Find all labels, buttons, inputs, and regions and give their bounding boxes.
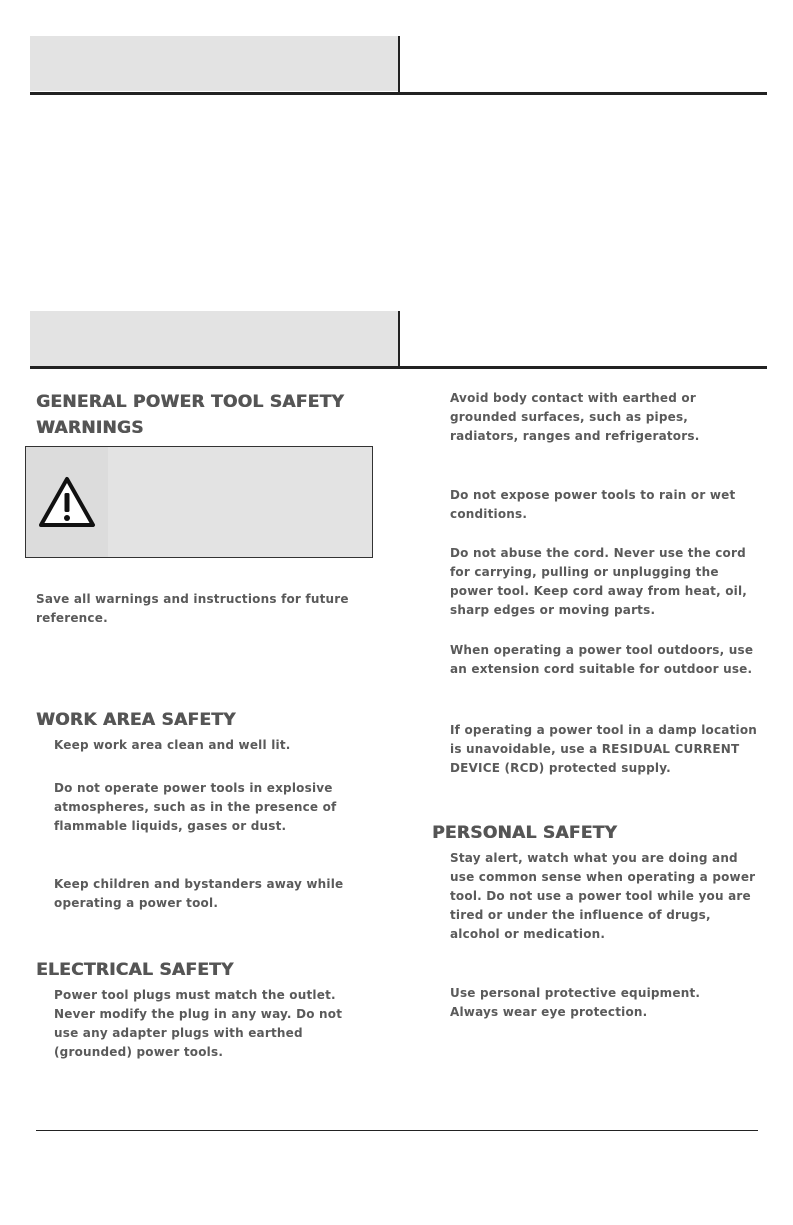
section-header-rule-top xyxy=(30,92,767,95)
section-header-divider-safety xyxy=(398,311,400,369)
work-area-safety-heading: WORK AREA SAFETY xyxy=(36,710,236,730)
section-header-divider-top xyxy=(398,36,400,94)
footer-rule xyxy=(36,1130,758,1131)
work-area-item: Keep work area clean and well lit. xyxy=(54,738,291,752)
electrical-item: Do not expose power tools to rain or wet conditions. xyxy=(450,488,736,521)
section-header-rule-safety xyxy=(30,366,767,369)
personal-item: Stay alert, watch what you are doing and use common sense when operating a power tool. Do not use a power tool while you are tired or under the influence of drugs, alcohol or medication. xyxy=(450,851,756,941)
electrical-item: If operating a power tool in a damp location is unavoidable, use a RESIDUAL CURRENT DEVICE (RCD) protected supply. xyxy=(450,723,758,775)
electrical-item: Avoid body contact with earthed or grounded surfaces, such as pipes, radiators, ranges and refrigerators. xyxy=(450,391,700,443)
section-header-box-safety xyxy=(30,311,398,366)
save-instructions-text: Save all warnings and instructions for future reference. xyxy=(36,592,349,625)
electrical-item: Do not abuse the cord. Never use the cord for carrying, pulling or unplugging the power tool. Keep cord away from heat, oil, sharp edges or moving parts. xyxy=(450,546,748,617)
general-safety-heading: GENERAL POWER TOOL SAFETY WARNINGS xyxy=(36,392,344,438)
personal-safety-heading: PERSONAL SAFETY xyxy=(432,823,618,843)
warning-triangle-icon xyxy=(38,475,96,529)
work-area-item: Do not operate power tools in explosive atmospheres, such as in the presence of flammable liquids, gases or dust. xyxy=(54,781,337,833)
electrical-safety-heading: ELECTRICAL SAFETY xyxy=(36,960,234,980)
work-area-item: Keep children and bystanders away while operating a power tool. xyxy=(54,877,344,910)
section-header-box-top xyxy=(30,36,398,91)
warning-box xyxy=(25,446,373,558)
personal-item: Use personal protective equipment. Always wear eye protection. xyxy=(450,986,701,1019)
electrical-item: Power tool plugs must match the outlet. Never modify the plug in any way. Do not use any adapter plugs with earthed (grounded) power tools. xyxy=(54,988,343,1059)
warning-icon-cell xyxy=(26,447,108,557)
electrical-item: When operating a power tool outdoors, use an extension cord suitable for outdoor use. xyxy=(450,643,754,676)
